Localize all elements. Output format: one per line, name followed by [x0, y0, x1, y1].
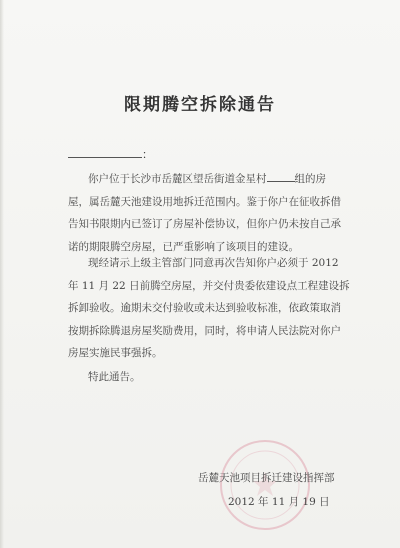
- paragraph-1-line-4: 诺的期限腾空房屋，已严重影响了该项目的建设。: [68, 240, 299, 253]
- salutation: [68, 146, 388, 162]
- paragraph-2: [68, 252, 350, 365]
- official-seal: [220, 440, 310, 530]
- paragraph-3: [68, 366, 350, 389]
- signer: 岳麓天池项目拆迁建设指挥部: [198, 472, 335, 484]
- paragraph-1: [68, 168, 350, 258]
- paragraph-1-line-2: 屋，属岳麓天池建设用地拆迁范围内。鉴于你户在征收拆借: [68, 195, 341, 208]
- paragraph-2-line-5: 房屋实施民事强拆。: [68, 347, 163, 359]
- closing-text: 特此通告。: [88, 371, 141, 383]
- paragraph-2-line-3: 拆卸验收。逾期未交付验收或未达到验收标准，依政策取消: [68, 302, 341, 314]
- paragraph-2-line-2: 年 11 月 22 日前腾空房屋，并交付贵委依建设点工程建设拆: [68, 279, 350, 292]
- paragraph-1-line-3: 告知书限期内已签订了房屋补偿协议，但你户仍未按自己承: [68, 218, 341, 230]
- scan-edge: [0, 0, 4, 548]
- paragraph-1-line-1: 你户位于长沙市岳麓区望岳街道金星村 组的房: [88, 173, 326, 185]
- notice-title: 限期腾空拆除通告: [124, 95, 276, 115]
- seal-ring: [222, 442, 308, 528]
- salutation-colon: ：: [142, 148, 153, 161]
- paragraph-2-line-4: 按期拆除腾退房屋奖励费用，同时，将申请人民法院对你户: [68, 324, 341, 337]
- group-blank: [267, 171, 295, 182]
- recipient-blank: [68, 146, 142, 158]
- issue-date: 2012 年 11 月 19 日: [228, 496, 330, 508]
- paragraph-2-line-1: 现经请示上级主管部门同意再次告知你户必须于 2012: [88, 257, 339, 269]
